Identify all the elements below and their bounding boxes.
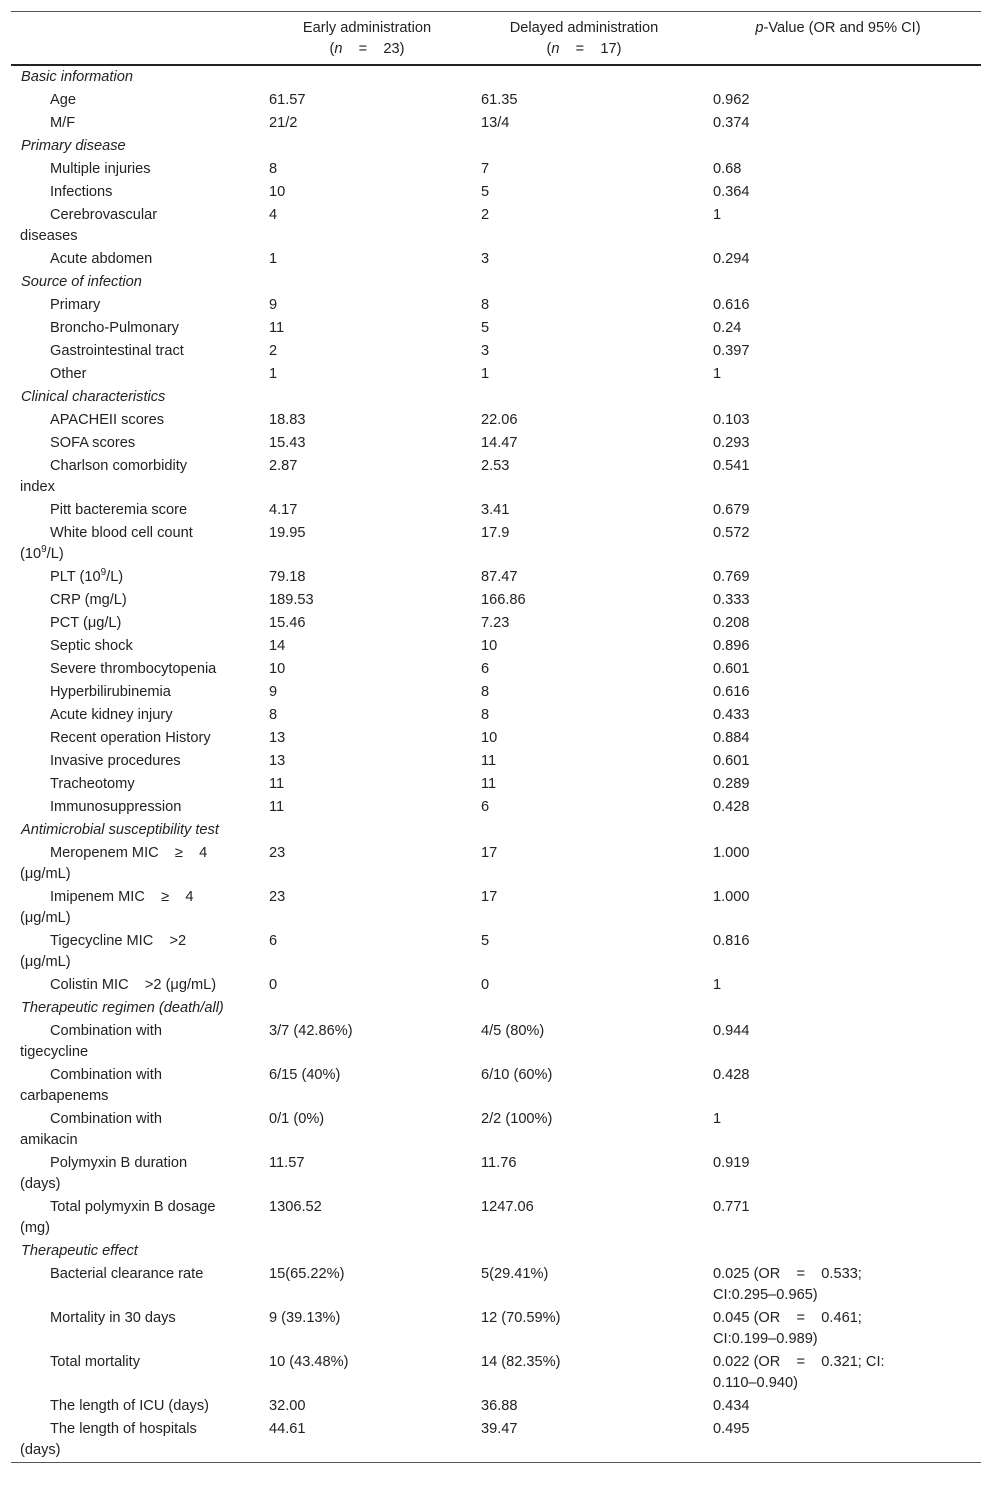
table-row [11, 1152, 981, 1196]
early-value: 0/1 (0%) [269, 1111, 325, 1127]
table-row [11, 522, 981, 566]
table-row [11, 566, 981, 589]
table-row [11, 1418, 981, 1462]
section-title: Source of infection [21, 274, 142, 290]
early-value: 79.18 [269, 569, 306, 585]
delayed-value: 8 [481, 297, 490, 313]
delayed-value: 11.76 [481, 1155, 517, 1171]
row-label: PLT $(10^9/L)$ [50, 567, 124, 585]
row-label: Primary [50, 297, 101, 313]
delayed-value: 8 [481, 707, 490, 723]
delayed-value: 3 [481, 343, 490, 359]
row-label: Invasive procedures [50, 753, 181, 769]
p-value: 0.541 [713, 458, 750, 474]
early-value: 18.83 [269, 412, 306, 428]
delayed-value: 14 (82.35%) [481, 1354, 561, 1370]
section-header-row [11, 386, 981, 409]
early-value: 11 [269, 776, 285, 792]
early-value: 21/2 [269, 115, 298, 131]
delayed-value: 1247.06 [481, 1199, 534, 1215]
early-value: 8 [269, 707, 278, 723]
table-row [11, 589, 981, 612]
p-value: 0.919 [713, 1155, 750, 1171]
table-row [11, 1307, 981, 1351]
early-value: 23 [269, 889, 286, 905]
early-value: 6/15 (40%) [269, 1067, 341, 1083]
p-value: 0.68 [713, 161, 742, 177]
table-body [11, 66, 981, 1462]
early-value: 10 (43.48%) [269, 1354, 349, 1370]
row-label: Septic shock [50, 638, 133, 654]
table-row [11, 658, 981, 681]
table-row [11, 455, 981, 499]
row-label: Hyperbilirubinemia [50, 684, 171, 700]
table-row [11, 704, 981, 727]
table-row [11, 635, 981, 658]
section-header-row [11, 135, 981, 158]
p-value: 0.679 [713, 502, 750, 518]
p-value: 0.771 [713, 1199, 750, 1215]
delayed-value: 10 [481, 730, 498, 746]
header-early-administration: Early administration (n = 23) [302, 20, 432, 57]
row-label: Combination with tigecycline [20, 1023, 162, 1060]
early-value: 13 [269, 730, 286, 746]
table-row [11, 248, 981, 271]
delayed-value: 0 [481, 977, 490, 993]
section-title: Therapeutic regimen (death/all) [21, 1000, 224, 1016]
table-header [11, 12, 981, 66]
delayed-value: 3 [481, 251, 490, 267]
early-value: 44.61 [269, 1421, 306, 1437]
table-row [11, 294, 981, 317]
table-bottom-rule [11, 1462, 981, 1463]
delayed-value: 14.47 [481, 435, 518, 451]
header-p-value: p-Value (OR and 95% CI) [755, 20, 921, 36]
p-value: 1 [713, 366, 722, 382]
row-label: SOFA scores [50, 435, 136, 451]
row-label: Recent operation History [50, 730, 211, 746]
p-value: 0.601 [713, 661, 750, 677]
row-label: Pitt bacteremia score [50, 502, 188, 518]
table-row [11, 409, 981, 432]
delayed-value: 1 [481, 366, 490, 382]
row-label: Tigecycline MIC >2 (μg/mL) [20, 933, 187, 970]
p-value: 0.616 [713, 297, 750, 313]
table-row [11, 317, 981, 340]
delayed-value: 5 [481, 320, 490, 336]
row-label: Total mortality [50, 1354, 141, 1370]
row-label: Total polymyxin B dosage (mg) [20, 1199, 216, 1236]
p-value: 0.397 [713, 343, 750, 359]
delayed-value: 3.41 [481, 502, 510, 518]
section-title: Primary disease [21, 138, 126, 154]
p-value: 1 [713, 207, 722, 223]
early-value: 1 [269, 366, 278, 382]
row-label: Mortality in 30 days [50, 1310, 176, 1326]
delayed-value: 2/2 (100%) [481, 1111, 553, 1127]
row-label: Gastrointestinal tract [50, 343, 184, 359]
row-label: Severe thrombocytopenia [50, 661, 217, 677]
p-value: 0.433 [713, 707, 750, 723]
early-value: 4 [269, 207, 278, 223]
table-row [11, 340, 981, 363]
row-label: Acute abdomen [50, 251, 153, 267]
early-value: 10 [269, 661, 286, 677]
table-row [11, 842, 981, 886]
early-value: 11 [269, 799, 285, 815]
table-row [11, 1196, 981, 1240]
p-value: 0.601 [713, 753, 750, 769]
table-row [11, 727, 981, 750]
row-label: Broncho-Pulmonary [50, 320, 179, 336]
row-label: Acute kidney injury [50, 707, 173, 723]
delayed-value: 10 [481, 638, 498, 654]
row-label: The length of hospitals (days) [20, 1421, 197, 1458]
early-value: 2.87 [269, 458, 298, 474]
p-value: 0.572 [713, 525, 750, 541]
table-row [11, 432, 981, 455]
delayed-value: 5 [481, 933, 490, 949]
row-label: CRP (mg/L) [50, 592, 127, 608]
p-value: 0.208 [713, 615, 750, 631]
delayed-value: 6/10 (60%) [481, 1067, 553, 1083]
table-row [11, 773, 981, 796]
delayed-value: 22.06 [481, 412, 518, 428]
p-value: 0.884 [713, 730, 750, 746]
early-value: 3/7 (42.86%) [269, 1023, 353, 1039]
delayed-value: 6 [481, 799, 490, 815]
early-value: 9 [269, 297, 278, 313]
table-row [11, 1020, 981, 1064]
p-value: 0.24 [713, 320, 742, 336]
table-row [11, 1108, 981, 1152]
delayed-value: 17 [481, 845, 498, 861]
header-delayed-administration: Delayed administration (n = 17) [509, 20, 659, 57]
row-label: PCT (μg/L) [50, 615, 122, 631]
early-value: 13 [269, 753, 286, 769]
early-value: 4.17 [269, 502, 298, 518]
early-value: 15(65.22%) [269, 1266, 345, 1282]
section-header-row [11, 271, 981, 294]
table-row [11, 181, 981, 204]
early-value: 1 [269, 251, 278, 267]
delayed-value: 11 [481, 753, 497, 769]
p-value: 0.962 [713, 92, 750, 108]
delayed-value: 13/4 [481, 115, 510, 131]
early-value: 0 [269, 977, 278, 993]
row-label: Immunosuppression [50, 799, 182, 815]
p-value: 0.289 [713, 776, 750, 792]
p-value: 0.364 [713, 184, 750, 200]
delayed-value: 5 [481, 184, 490, 200]
table-row [11, 886, 981, 930]
p-value: 0.495 [713, 1421, 750, 1437]
section-header-row [11, 1240, 981, 1263]
delayed-value: 12 (70.59%) [481, 1310, 561, 1326]
table-row [11, 1263, 981, 1307]
p-value: 0.103 [713, 412, 750, 428]
section-title: Therapeutic effect [21, 1243, 138, 1259]
p-value: 0.616 [713, 684, 750, 700]
p-value: 0.025 (OR = 0.533; CI:0.295–0.965) [713, 1266, 862, 1303]
row-label: Age [50, 92, 76, 108]
p-value: 0.944 [713, 1023, 750, 1039]
row-label: The length of ICU (days) [50, 1398, 209, 1414]
p-value: 0.428 [713, 799, 750, 815]
delayed-value: 8 [481, 684, 490, 700]
table-row [11, 974, 981, 997]
delayed-value: 17.9 [481, 525, 510, 541]
table-row [11, 158, 981, 181]
early-value: 2 [269, 343, 278, 359]
delayed-value: 17 [481, 889, 498, 905]
row-label: Other [50, 366, 87, 382]
table-row [11, 499, 981, 522]
section-header-row [11, 997, 981, 1020]
section-title: Clinical characteristics [21, 389, 166, 405]
row-label: Colistin MIC >2 (μg/mL) [50, 977, 217, 993]
table-row [11, 89, 981, 112]
delayed-value: 11 [481, 776, 497, 792]
table-row [11, 204, 981, 248]
row-label: Tracheotomy [50, 776, 135, 792]
row-label: Charlson comorbidity index [20, 458, 188, 495]
delayed-value: 87.47 [481, 569, 518, 585]
p-value: 1 [713, 1111, 722, 1127]
p-value: 0.434 [713, 1398, 750, 1414]
table-row [11, 1395, 981, 1418]
section-title: Antimicrobial susceptibility test [21, 822, 219, 838]
early-value: 10 [269, 184, 286, 200]
table-row [11, 930, 981, 974]
row-label: APACHEII scores [50, 412, 165, 428]
early-value: 6 [269, 933, 278, 949]
delayed-value: 39.47 [481, 1421, 518, 1437]
early-value: 1306.52 [269, 1199, 322, 1215]
row-label: Meropenem MIC ≥ 4 (μg/mL) [20, 845, 208, 882]
p-value: 0.293 [713, 435, 750, 451]
delayed-value: 7 [481, 161, 490, 177]
delayed-value: 5(29.41%) [481, 1266, 549, 1282]
row-label: Combination with amikacin [20, 1111, 162, 1148]
table-row [11, 1064, 981, 1108]
p-value: 0.769 [713, 569, 750, 585]
p-value: 0.428 [713, 1067, 750, 1083]
p-value: 0.896 [713, 638, 750, 654]
p-value: 0.816 [713, 933, 750, 949]
p-value: 0.294 [713, 251, 750, 267]
section-header-row [11, 66, 981, 89]
row-label: Imipenem MIC ≥ 4 (μg/mL) [20, 889, 194, 926]
early-value: 32.00 [269, 1398, 306, 1414]
p-value: 0.022 (OR = 0.321; CI: 0.110–0.940) [713, 1354, 885, 1391]
delayed-value: 2.53 [481, 458, 510, 474]
table-row [11, 750, 981, 773]
section-header-row [11, 819, 981, 842]
row-label: M/F [50, 115, 76, 131]
early-value: 8 [269, 161, 278, 177]
row-label: Cerebrovascular diseases [20, 207, 158, 244]
delayed-value: 61.35 [481, 92, 518, 108]
table-row [11, 681, 981, 704]
table-row [11, 612, 981, 635]
early-value: 14 [269, 638, 286, 654]
early-value: 15.46 [269, 615, 306, 631]
early-value: 61.57 [269, 92, 306, 108]
table-row [11, 796, 981, 819]
early-value: 19.95 [269, 525, 306, 541]
row-label: White blood cell count $(10^9/L)$ [20, 525, 193, 562]
p-value: 0.045 (OR = 0.461; CI:0.199–0.989) [713, 1310, 862, 1347]
p-value: 0.374 [713, 115, 750, 131]
early-value: 11.57 [269, 1155, 305, 1171]
p-value: 0.333 [713, 592, 750, 608]
delayed-value: 6 [481, 661, 490, 677]
row-label: Multiple injuries [50, 161, 151, 177]
early-value: 11 [269, 320, 285, 336]
table-row [11, 363, 981, 386]
delayed-value: 4/5 (80%) [481, 1023, 545, 1039]
row-label: Polymyxin B duration (days) [20, 1155, 188, 1192]
row-label: Infections [50, 184, 113, 200]
delayed-value: 2 [481, 207, 490, 223]
row-label: Combination with carbapenems [20, 1067, 162, 1104]
early-value: 23 [269, 845, 286, 861]
p-value: 1.000 [713, 889, 750, 905]
early-value: 9 (39.13%) [269, 1310, 341, 1326]
delayed-value: 7.23 [481, 615, 510, 631]
p-value: 1 [713, 977, 722, 993]
delayed-value: 36.88 [481, 1398, 518, 1414]
p-value: 1.000 [713, 845, 750, 861]
row-label: Bacterial clearance rate [50, 1266, 204, 1282]
early-value: 189.53 [269, 592, 314, 608]
early-value: 15.43 [269, 435, 306, 451]
table-row [11, 1351, 981, 1395]
delayed-value: 166.86 [481, 592, 526, 608]
early-value: 9 [269, 684, 278, 700]
section-title: Basic information [21, 69, 133, 85]
table-row [11, 112, 981, 135]
